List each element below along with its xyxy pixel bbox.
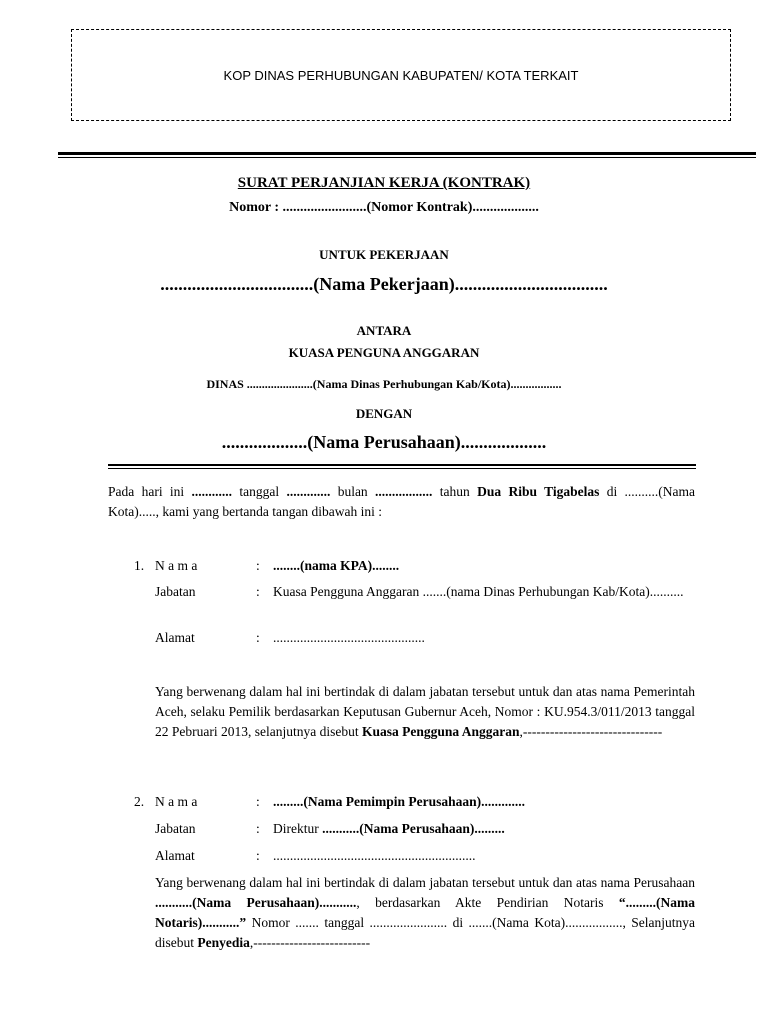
work-name: ..................................(Nama Pekerjaan).................................. bbox=[160, 274, 608, 294]
party2-position-label: Jabatan bbox=[155, 821, 196, 836]
budget-authority-heading: KUASA PENGUNA ANGGARAN bbox=[288, 345, 480, 360]
letterhead-placeholder bbox=[71, 29, 731, 121]
opening-text: di ..........(Nama Kota)....., kami yang bertanda tangan dibawah ini : bbox=[108, 484, 696, 519]
party2-position-company: ...........(Nama Perusahaan)......... bbox=[322, 821, 505, 836]
party2-name-label: N a m a bbox=[155, 794, 198, 809]
party1-name-label: N a m a bbox=[155, 558, 198, 573]
party1-address-label: Alamat bbox=[155, 630, 195, 645]
party2-role-name: Penyedia bbox=[197, 935, 250, 950]
party2-description-tail: ,-------------------------- bbox=[249, 935, 371, 950]
opening-text: tanggal bbox=[232, 484, 287, 499]
party1-address-value: ............................................. bbox=[273, 630, 425, 645]
between-heading: ANTARA bbox=[356, 323, 412, 338]
party1-description-text: Yang berwenang dalam hal ini bertindak di dalam jabatan tersebut untuk dan atas nama Pemerintah Aceh, selaku Pemilik berdasarkan Keputusan Gubernur Aceh, Nomor : KU.954.3/011/2013 tanggal 22 Pebruari 2013, selanjutnya disebut bbox=[155, 684, 695, 739]
opening-text: tahun bbox=[432, 484, 478, 499]
opening-paragraph bbox=[108, 482, 695, 522]
party2-address-label: Alamat bbox=[155, 848, 195, 863]
section-double-rule bbox=[108, 464, 696, 469]
party1-name-colon: : bbox=[256, 558, 260, 573]
year-text: Dua Ribu Tigabelas bbox=[477, 484, 600, 499]
party1-description bbox=[155, 682, 695, 742]
with-heading: DENGAN bbox=[355, 406, 413, 421]
party1-number: 1. bbox=[134, 558, 145, 573]
party2-position-colon: : bbox=[256, 821, 260, 836]
party2-name-value: .........(Nama Pemimpin Perusahaan)............. bbox=[273, 794, 525, 809]
party2-description bbox=[155, 873, 695, 953]
party2-description-text: , berdasarkan Akte Pendirian Notaris bbox=[356, 895, 619, 910]
company-name: ...................(Nama Perusahaan)................... bbox=[221, 432, 547, 452]
party2-position-prefix: Direktur bbox=[273, 821, 323, 836]
day-blank: ............ bbox=[191, 484, 233, 499]
party2-address-value: ............................................................ bbox=[273, 848, 476, 863]
party2-notary-name: “.........(Nama Notaris)...........” bbox=[155, 895, 695, 930]
party2-description-text: Nomor ....... tanggal ....................... di .......(Nama Kota)................., Selanjutnya disebut bbox=[155, 915, 695, 950]
for-work-heading: UNTUK PEKERJAAN bbox=[319, 247, 449, 262]
month-blank: ................. bbox=[375, 484, 433, 499]
party1-address-colon: : bbox=[256, 630, 260, 645]
header-double-rule bbox=[58, 152, 756, 158]
party2-name-colon: : bbox=[256, 794, 260, 809]
agency-name: DINAS ......................(Nama Dinas Perhubungan Kab/Kota)................. bbox=[206, 377, 562, 391]
party2-company-name: ...........(Nama Perusahaan)........... bbox=[155, 895, 357, 910]
document-title: SURAT PERJANJIAN KERJA (KONTRAK) bbox=[237, 175, 531, 191]
party2-address-colon: : bbox=[256, 848, 260, 863]
party2-number: 2. bbox=[134, 794, 145, 809]
contract-number: Nomor : ........................(Nomor Kontrak)................... bbox=[229, 200, 539, 215]
opening-text: Pada hari ini bbox=[108, 484, 192, 499]
party2-position-value bbox=[273, 819, 695, 839]
letterhead-text: KOP DINAS PERHUBUNGAN KABUPATEN/ KOTA TERKAIT bbox=[223, 67, 579, 83]
opening-text: bulan bbox=[330, 484, 376, 499]
party1-role-name: Kuasa Pengguna Anggaran bbox=[361, 724, 520, 739]
party1-position-value: Kuasa Pengguna Anggaran .......(nama Dinas Perhubungan Kab/Kota).......... bbox=[273, 584, 684, 599]
party1-position-colon: : bbox=[256, 584, 260, 599]
party1-position-label: Jabatan bbox=[155, 584, 196, 599]
party1-name-value: ........(nama KPA)........ bbox=[273, 558, 400, 573]
party2-description-text: Yang berwenang dalam hal ini bertindak di dalam jabatan tersebut untuk dan atas nama Perusahaan bbox=[155, 875, 695, 890]
date-blank: ............. bbox=[286, 484, 331, 499]
party1-description-tail: ,------------------------------- bbox=[519, 724, 663, 739]
